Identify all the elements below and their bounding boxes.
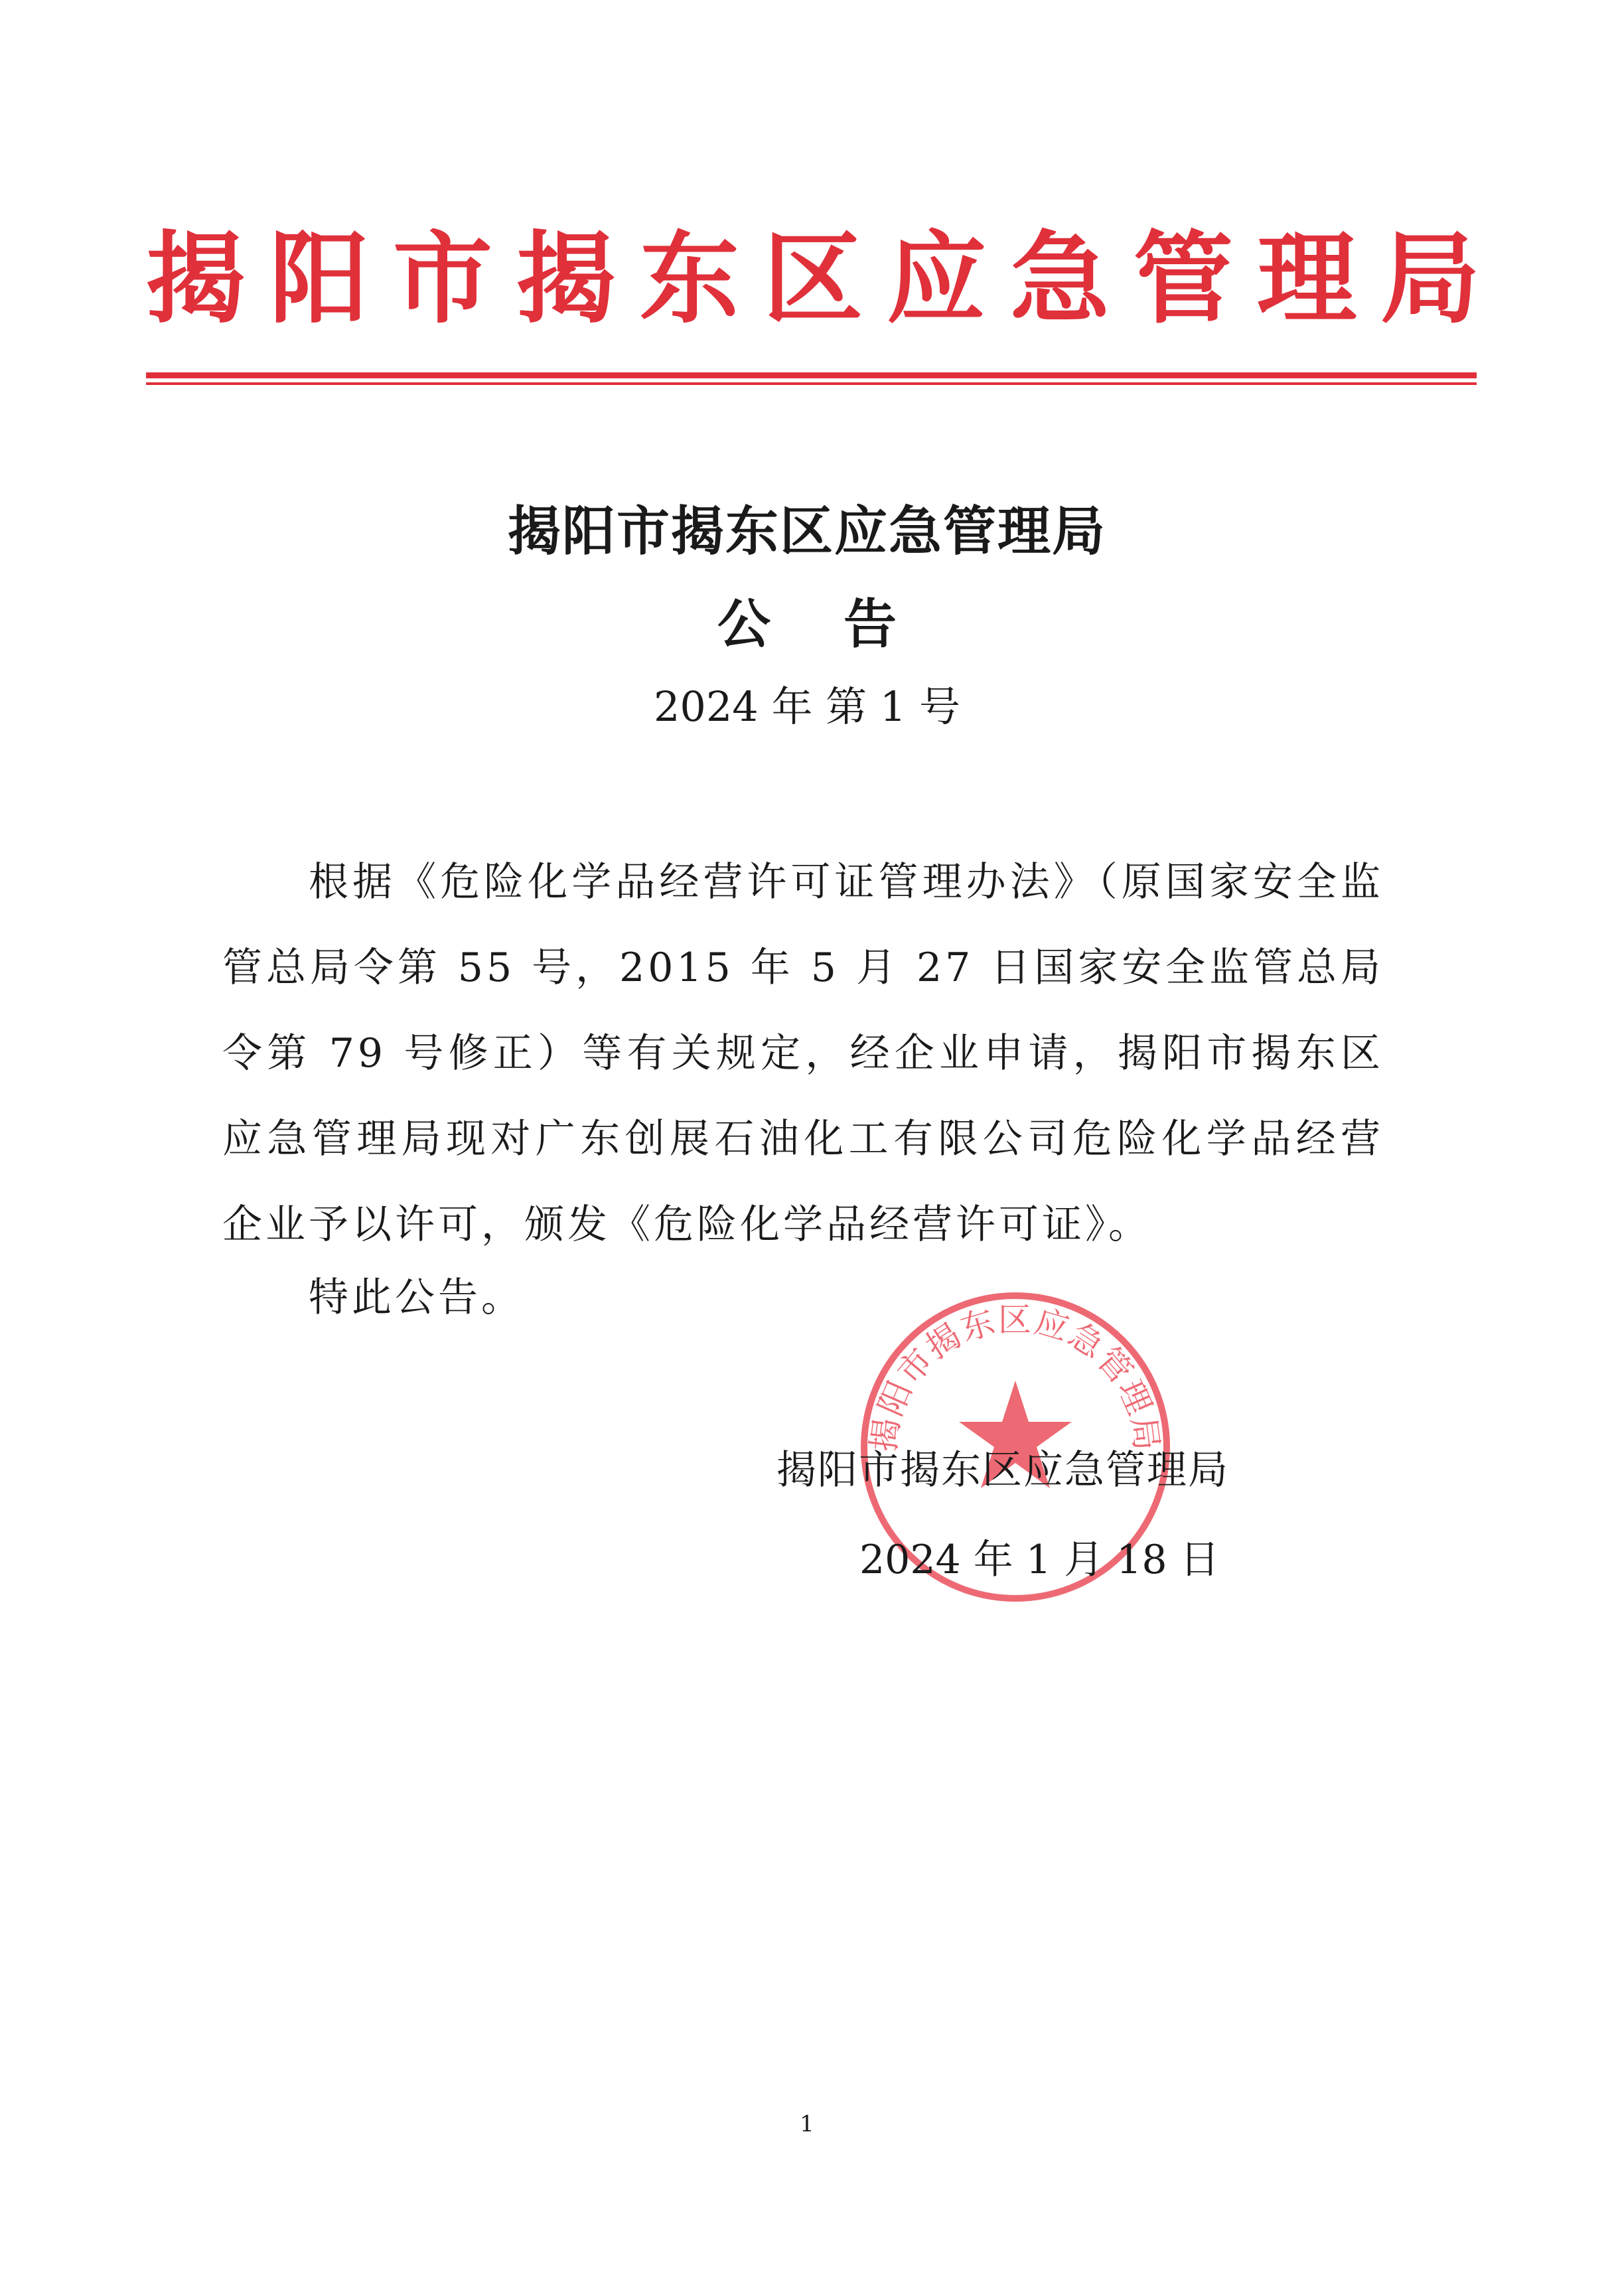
agency-banner: 揭阳市揭东区应急管理局 (146, 220, 1504, 337)
signature-date: 2024 年 1 月 18 日 (859, 1537, 1220, 1583)
seal-text: 揭阳市揭东区应急管理局 (864, 1300, 1167, 1454)
body-paragraph: 根据《危险化学品经营许可证管理办法》（原国家安全监管总局令第 55 号，2015 年 5 月 27 日国家安全监管总局令第 79 号修正）等有关规定，经企业申请，揭阳市揭东区应急管理局现对广东创展石油化工有限公司危险化学品经营企业予以许可，颁发《危险化学品经营许可证》。 (222, 859, 1384, 1248)
document-subtitle: 公告 (717, 593, 970, 655)
document-number: 2024 年 第 1 号 (653, 682, 961, 731)
header-rule-thick (146, 372, 1477, 378)
document-title: 揭阳市揭东区应急管理局 (508, 500, 1106, 562)
page-number: 1 (800, 2111, 814, 2137)
signer-name: 揭阳市揭东区应急管理局 (776, 1447, 1229, 1493)
closing-line: 特此公告。 (309, 1274, 524, 1321)
header-rule-thin (146, 382, 1477, 385)
